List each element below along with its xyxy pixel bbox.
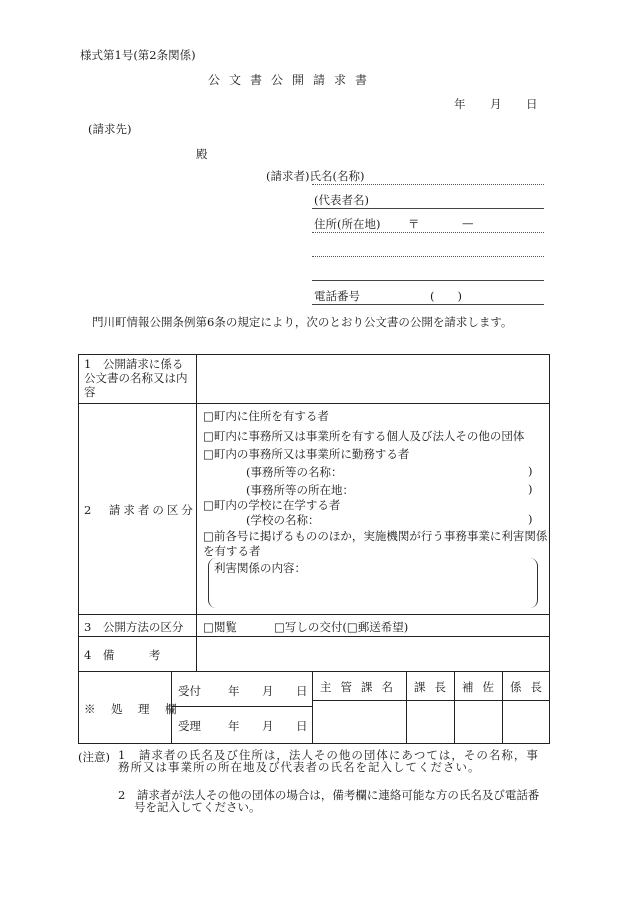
- col-assistant: 補佐: [462, 680, 503, 694]
- page-title: 公文書公開請求書: [208, 73, 377, 87]
- note-1: 1 請求者の氏名及び住所は，法人その他の団体にあつては，その名称，事務所又は事業所の所在地及び代表者の氏名を記入してください。: [118, 748, 539, 774]
- interest-content-field[interactable]: [212, 576, 532, 606]
- school-name-close: ): [528, 512, 533, 526]
- col-section-name: 主管課名: [320, 680, 402, 694]
- option-view[interactable]: □閲覧: [203, 620, 237, 634]
- phone-parens: ( ): [430, 289, 462, 303]
- addressee-honorific: 殿: [196, 147, 208, 161]
- received-month: 月: [262, 684, 274, 698]
- office-address-label: (事務所等の所在地：: [246, 483, 354, 497]
- postal-dash: —: [462, 216, 474, 230]
- option-student[interactable]: □町内の学校に在学する者: [203, 498, 341, 512]
- row3-label: 3 公開方法の区分: [84, 620, 184, 634]
- addressee-label: (請求先): [88, 122, 132, 136]
- address-field-line-1[interactable]: [312, 232, 544, 233]
- postal-mark: 〒: [408, 217, 420, 231]
- processed-month: 月: [262, 719, 274, 733]
- representative-label: (代表者名): [314, 193, 369, 207]
- intro-text: 門川町情報公開条例第6条の規定により，次のとおり公文書の公開を請求します。: [92, 315, 513, 329]
- col-section-chief: 課長: [414, 680, 455, 694]
- date-day-label: 日: [526, 97, 538, 111]
- option-business-in-town[interactable]: □町内に事務所又は事業所を有する個人及び法人その他の団体: [203, 429, 525, 443]
- option-worker[interactable]: □町内の事務所又は事業所に勤務する者: [203, 447, 410, 461]
- processed-label: 受理: [178, 719, 201, 733]
- phone-field-line[interactable]: [312, 304, 544, 305]
- document-name-field[interactable]: [198, 356, 548, 402]
- note-2: 2 請求者が法人その他の団体の場合は，備考欄に連絡可能な方の氏名及び電話番号を記入してください。: [118, 788, 540, 814]
- processed-day: 日: [296, 719, 308, 733]
- name-field-line[interactable]: [312, 184, 544, 185]
- row1-label: 1 公開請求に係る公文書の名称又は内容: [84, 357, 188, 399]
- requester-name-label: (請求者)氏名(名称): [266, 169, 365, 183]
- address-field-line-2[interactable]: [312, 256, 544, 257]
- processing-label: ※ 処 理 欄: [84, 702, 179, 716]
- received-day: 日: [296, 684, 308, 698]
- date-month-label: 月: [490, 97, 502, 111]
- address-label: 住所(所在地): [314, 217, 381, 231]
- office-name-label: (事務所等の名称：: [246, 465, 343, 479]
- address-field-line-3[interactable]: [312, 280, 544, 281]
- option-interested-party[interactable]: □前各号に掲げるもののほか，実施機関が行う事務事業に利害関係を有する者: [203, 529, 548, 558]
- received-label: 受付: [178, 684, 201, 698]
- form-number: 様式第1号(第2条関係): [80, 48, 196, 62]
- remarks-field[interactable]: [198, 638, 548, 670]
- option-resident[interactable]: □町内に住所を有する者: [203, 409, 329, 423]
- col-subsection-chief: 係長: [510, 680, 551, 694]
- processed-year: 年: [228, 719, 240, 733]
- row4-label: 4 備 考: [84, 648, 161, 662]
- office-name-close: ): [528, 464, 533, 478]
- date-year-label: 年: [454, 97, 466, 111]
- phone-label: 電話番号: [314, 289, 360, 303]
- received-year: 年: [228, 684, 240, 698]
- school-name-label: (学校の名称：: [246, 513, 320, 527]
- representative-field-line[interactable]: [312, 208, 544, 209]
- row2-label: 2 請求者の区分: [84, 503, 196, 517]
- office-address-close: ): [528, 482, 533, 496]
- option-copy[interactable]: □写しの交付(□郵送希望): [274, 620, 409, 634]
- interest-content-label: 利害関係の内容：: [214, 561, 306, 575]
- notes-label: (注意): [78, 750, 110, 764]
